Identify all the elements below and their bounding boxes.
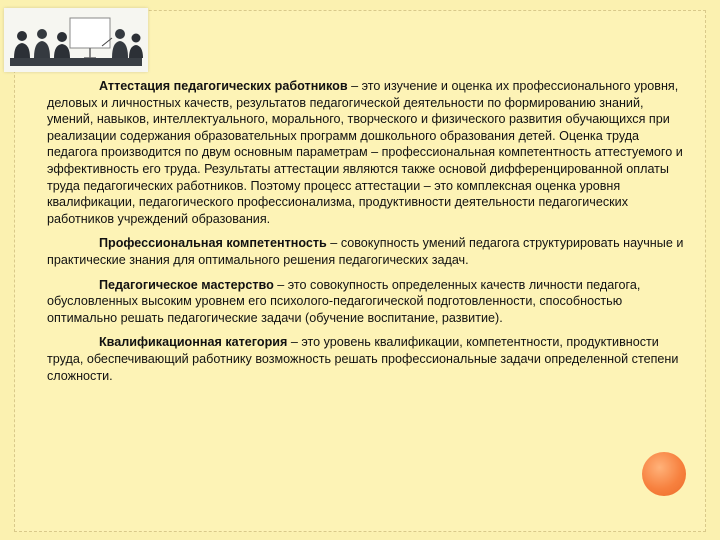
paragraph-attestation <box>47 78 687 227</box>
term-competence: Профессиональная компетентность <box>99 236 327 251</box>
definition-competence: – совокупность умений педагога структурировать научные и практические знания для оптимального решения педагогических задач. <box>47 236 684 267</box>
definitions-text <box>47 78 687 392</box>
term-attestation: Аттестация педагогических работников <box>99 79 348 93</box>
definition-category: – это уровень квалификации, компетентности, продуктивности труда, обеспечивающий работнику возможность решать профессиональные задачи определенной степени сложности. <box>47 335 679 383</box>
term-category: Квалификационная категория <box>99 335 288 350</box>
definition-mastery: – это совокупность определенных качеств личности педагога, обусловленных высоким уровнем его психолого-педагогической подготовленности, способностью оптимально решать педагогические задачи (обучение воспитание, развитие). <box>47 277 641 325</box>
paragraph-competence <box>47 235 687 268</box>
business-meeting-icon <box>4 8 148 72</box>
paragraph-mastery <box>47 277 687 327</box>
term-mastery: Педагогическое мастерство <box>99 277 274 292</box>
orange-circle-icon <box>642 452 686 496</box>
definition-attestation: – это изучение и оценка их профессионального уровня, деловых и личностных качеств, результатов педагогической деятельности по формированию знаний, умений, навыков, интеллектуального, морального, творческого и физического развития обучающихся при реализации содержания образовательных программ дошкольного образования детей. Оценка труда педагога производится по двум основным параметрам – профессиональная компетентность аттестуемого и эффективность его труда. Результаты аттестации являются также основой дифференцированной оплаты труда педагогических работников. Поэтому процесс аттестации – это комплексная оценка уровня квалификации, педагогического профессионализма, продуктивности деятельности педагогических работников учреждений образования. <box>47 79 683 226</box>
paragraph-category <box>47 334 687 384</box>
